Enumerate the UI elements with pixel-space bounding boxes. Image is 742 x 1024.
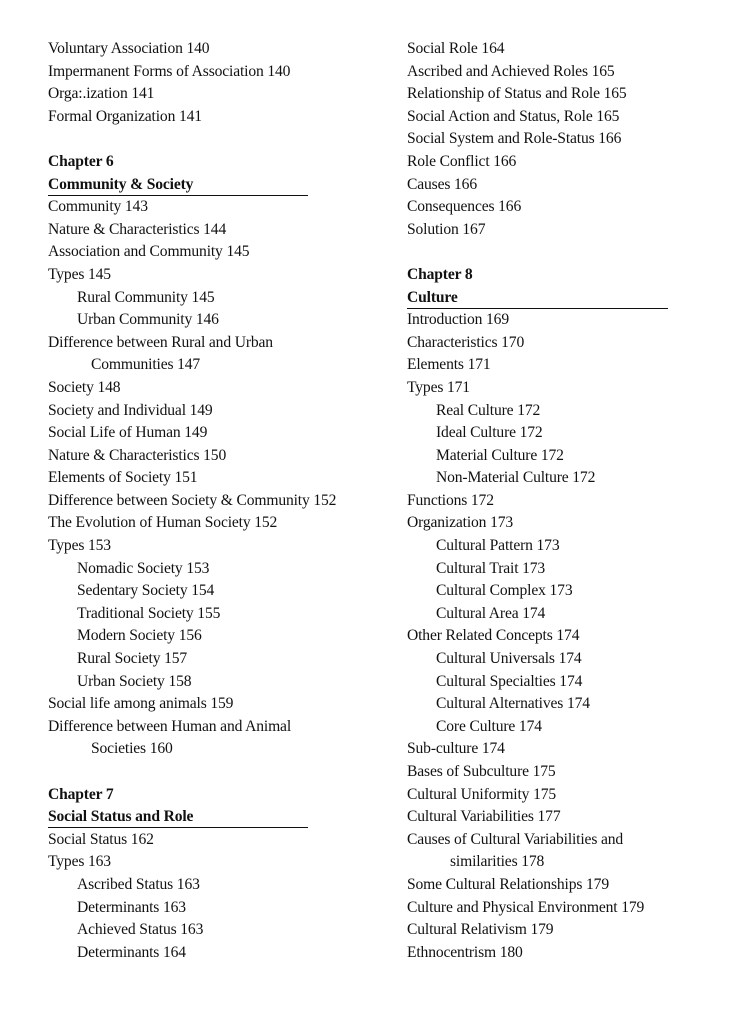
toc-entry: Social Status 162 xyxy=(48,830,154,848)
toc-entry: Social System and Role-Status 166 xyxy=(407,130,622,148)
chapter-8-title: Culture xyxy=(407,287,668,309)
toc-subentry: Cultural Trait 173 xyxy=(436,559,546,577)
section-gap xyxy=(48,761,378,784)
toc-entry: Role Conflict 166 xyxy=(407,152,517,170)
toc-entry: Bases of Subculture 175 xyxy=(407,763,556,780)
toc-subentry: Urban Society 158 xyxy=(77,672,192,690)
toc-subentry: Rural Community 145 xyxy=(77,288,215,306)
toc-entry: Culture and Physical Environment 179 xyxy=(407,898,645,916)
toc-subentry: Cultural Universals 174 xyxy=(436,650,582,668)
toc-entry: Functions 172 xyxy=(407,491,494,509)
section-gap xyxy=(407,241,727,264)
chapter-6-title: Community & Society xyxy=(48,174,308,196)
toc-entry: Other Related Concepts 174 xyxy=(407,627,580,645)
toc-entry: Solution 167 xyxy=(407,220,486,238)
toc-entry: Society and Individual 149 xyxy=(48,401,213,419)
toc-entry: Ethnocentrism 180 xyxy=(407,943,523,961)
chapter-8-entries xyxy=(407,309,727,964)
section-gap xyxy=(48,128,378,151)
toc-entry: Orga:.ization 141 xyxy=(48,85,155,103)
toc-entry: Characteristics 170 xyxy=(407,333,525,351)
left-column xyxy=(48,38,378,964)
toc-subentry: Ascribed Status 163 xyxy=(77,875,200,893)
toc-subentry: Urban Community 146 xyxy=(77,311,219,329)
toc-subentry: Cultural Area 174 xyxy=(436,604,546,622)
right-column xyxy=(407,38,727,964)
chapter-6-label: Chapter 6 xyxy=(48,152,114,170)
chapter-7-label: Chapter 7 xyxy=(48,785,114,803)
toc-entry: Causes 166 xyxy=(407,175,477,193)
toc-entry-continuation: Societies 160 xyxy=(91,740,173,758)
toc-subentry: Modern Society 156 xyxy=(77,627,202,645)
toc-entry: Society 148 xyxy=(48,378,121,396)
toc-entry: The Evolution of Human Society 152 xyxy=(48,514,278,532)
toc-subentry: Traditional Society 155 xyxy=(77,604,221,622)
toc-entry: Consequences 166 xyxy=(407,198,522,216)
toc-entry: Social Action and Status, Role 165 xyxy=(407,107,620,125)
toc-entry: Nature & Characteristics 150 xyxy=(48,446,227,464)
chapter-8-label: Chapter 8 xyxy=(407,265,473,283)
toc-entry: Introduction 169 xyxy=(407,311,509,329)
toc-entry: Difference between Human and Animal xyxy=(48,717,292,735)
toc-subentry: Achieved Status 163 xyxy=(77,921,204,939)
toc-entry: Nature & Characteristics 144 xyxy=(48,220,227,238)
toc-entry-continuation: Communities 147 xyxy=(91,356,201,374)
toc-entry: Social life among animals 159 xyxy=(48,695,234,713)
toc-subentry: Cultural Pattern 173 xyxy=(436,537,560,555)
chapter-6-section xyxy=(48,151,378,761)
toc-subentry: Determinants 163 xyxy=(77,898,186,916)
toc-entry: Formal Organization 141 xyxy=(48,107,202,125)
toc-entry: Elements of Society 151 xyxy=(48,469,198,487)
toc-entry: Types 163 xyxy=(48,853,111,871)
chapter-6-entries xyxy=(48,196,378,761)
toc-entry: Difference between Society & Community 152 xyxy=(48,491,337,509)
toc-entry: Elements 171 xyxy=(407,356,491,374)
toc-entry: Community 143 xyxy=(48,198,148,216)
toc-entry: Causes of Cultural Variabilities and xyxy=(407,830,624,848)
chapter-7-entries xyxy=(48,829,378,965)
chapter-8-section xyxy=(407,264,727,964)
toc-subentry: Sedentary Society 154 xyxy=(77,582,215,600)
toc-entry: Types 153 xyxy=(48,537,111,555)
toc-entry: Voluntary Association 140 xyxy=(48,40,210,57)
chapter-7-title: Social Status and Role xyxy=(48,806,308,828)
toc-entry-continuation: similarities 178 xyxy=(450,853,545,871)
toc-subentry: Material Culture 172 xyxy=(436,446,564,464)
toc-entry: Social Role 164 xyxy=(407,40,505,57)
left-top-entries xyxy=(48,38,378,128)
toc-entry: Types 171 xyxy=(407,378,470,396)
toc-subentry: Cultural Specialties 174 xyxy=(436,672,583,690)
toc-subentry: Core Culture 174 xyxy=(436,717,542,735)
right-top-entries xyxy=(407,38,727,241)
chapter-7-section xyxy=(48,784,378,965)
toc-entry: Cultural Relativism 179 xyxy=(407,921,554,939)
toc-entry: Some Cultural Relationships 179 xyxy=(407,875,609,893)
toc-subentry: Ideal Culture 172 xyxy=(436,424,543,442)
toc-subentry: Determinants 164 xyxy=(77,943,186,961)
toc-entry: Difference between Rural and Urban xyxy=(48,333,273,351)
toc-entry: Cultural Variabilities 177 xyxy=(407,808,561,826)
toc-entry: Ascribed and Achieved Roles 165 xyxy=(407,62,615,80)
toc-entry: Sub-culture 174 xyxy=(407,740,505,758)
toc-subentry: Cultural Complex 173 xyxy=(436,582,573,600)
toc-subentry: Non-Material Culture 172 xyxy=(436,469,596,487)
toc-entry: Association and Community 145 xyxy=(48,243,250,261)
toc-entry: Relationship of Status and Role 165 xyxy=(407,85,627,103)
toc-entry: Organization 173 xyxy=(407,514,514,532)
toc-subentry: Real Culture 172 xyxy=(436,401,541,419)
toc-subentry: Rural Society 157 xyxy=(77,650,188,668)
toc-entry: Social Life of Human 149 xyxy=(48,424,208,442)
toc-subentry: Cultural Alternatives 174 xyxy=(436,695,590,713)
toc-entry: Types 145 xyxy=(48,265,111,283)
toc-entry: Cultural Uniformity 175 xyxy=(407,785,557,803)
toc-subentry: Nomadic Society 153 xyxy=(77,559,210,577)
toc-entry: Impermanent Forms of Association 140 xyxy=(48,62,291,80)
